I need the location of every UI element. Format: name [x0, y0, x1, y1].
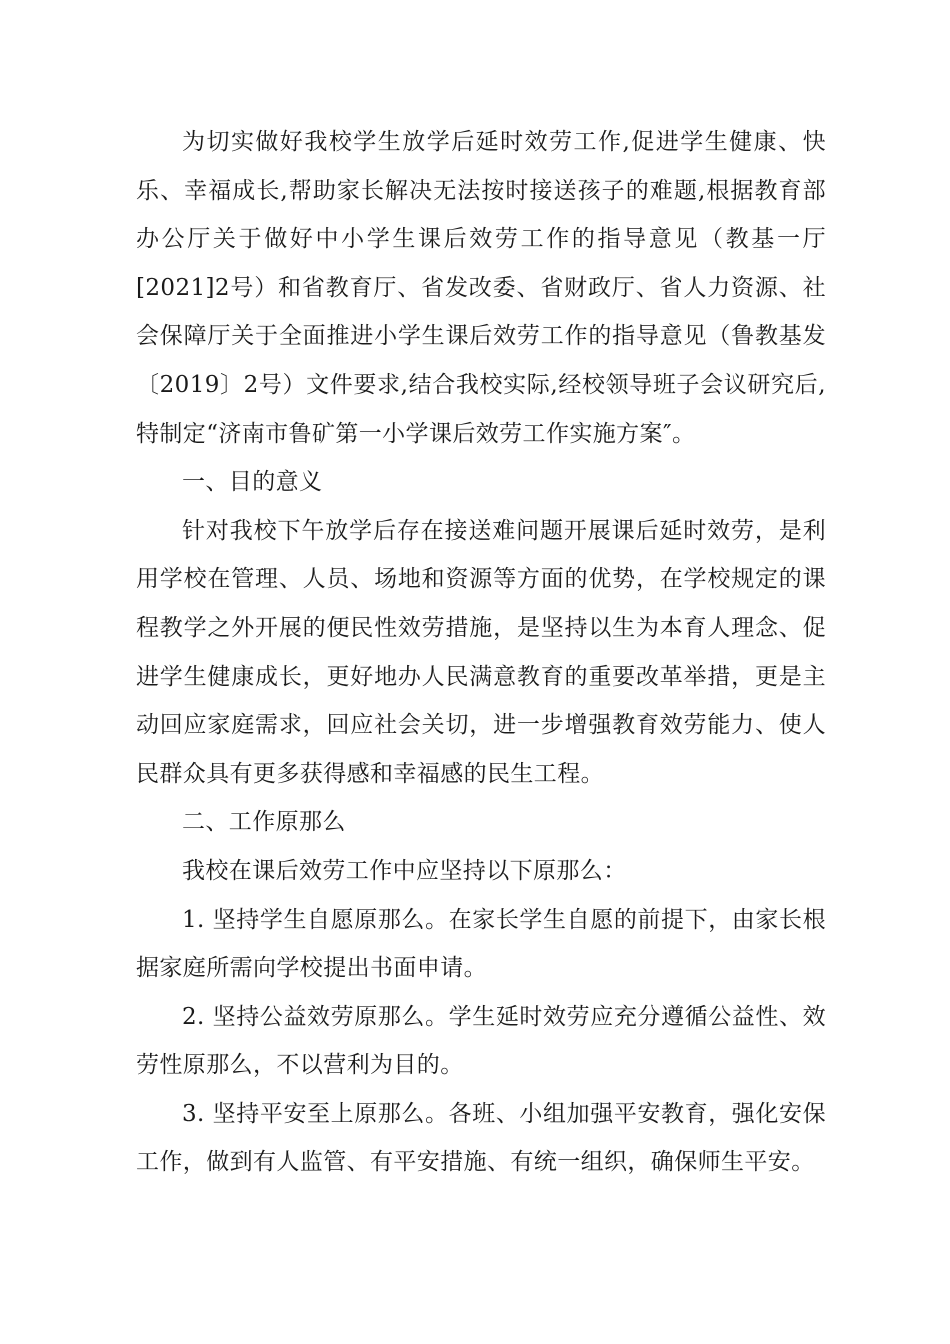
- principle-item-3: 3. 坚持平安至上原那么。各班、小组加强平安教育，强化安保工作，做到有人监管、有平安措施、有统一组织，确保师生平安。: [136, 1100, 826, 1176]
- section-heading-purpose: 一、目的意义: [182, 469, 323, 496]
- intro-paragraph: 为切实做好我校学生放学后延时效劳工作,促进学生健康、快乐、幸福成长,帮助家长解决无法按时接送孩子的难题,根据教育部办公厅关于做好中小学生课后效劳工作的指导意见（教基一厅[2021]2号）和省教育厅、省发改委、省财政厅、省人力资源、社会保障厅关于全面推进小学生课后效劳工作的指导意见（鲁教基发〔2019〕2号）文件要求,结合我校实际,经校领导班子会议研究后,特制定“济南市鲁矿第一小学课后效劳工作实施方案″。: [136, 129, 826, 447]
- principle-item-2: 2. 坚持公益效劳原那么。学生延时效劳应充分遵循公益性、效劳性原那么，不以营利为目的。: [136, 1003, 826, 1079]
- purpose-paragraph: 针对我校下午放学后存在接送难问题开展课后延时效劳，是利用学校在管理、人员、场地和资源等方面的优势，在学校规定的课程教学之外开展的便民性效劳措施，是坚持以生为本育人理念、促进学生健康成长，更好地办人民满意教育的重要改革举措，更是主动回应家庭需求，回应社会关切，进一步增强教育效劳能力、使人民群众具有更多获得感和幸福感的民生工程。: [136, 517, 826, 787]
- principles-intro-paragraph: 我校在课后效劳工作中应坚持以下原那么：: [182, 857, 627, 884]
- document-body: [136, 118, 826, 1187]
- section-heading-principles: 二、工作原那么: [182, 809, 346, 836]
- principle-item-1: 1. 坚持学生自愿原那么。在家长学生自愿的前提下，由家长根据家庭所需向学校提出书面申请。: [136, 906, 826, 982]
